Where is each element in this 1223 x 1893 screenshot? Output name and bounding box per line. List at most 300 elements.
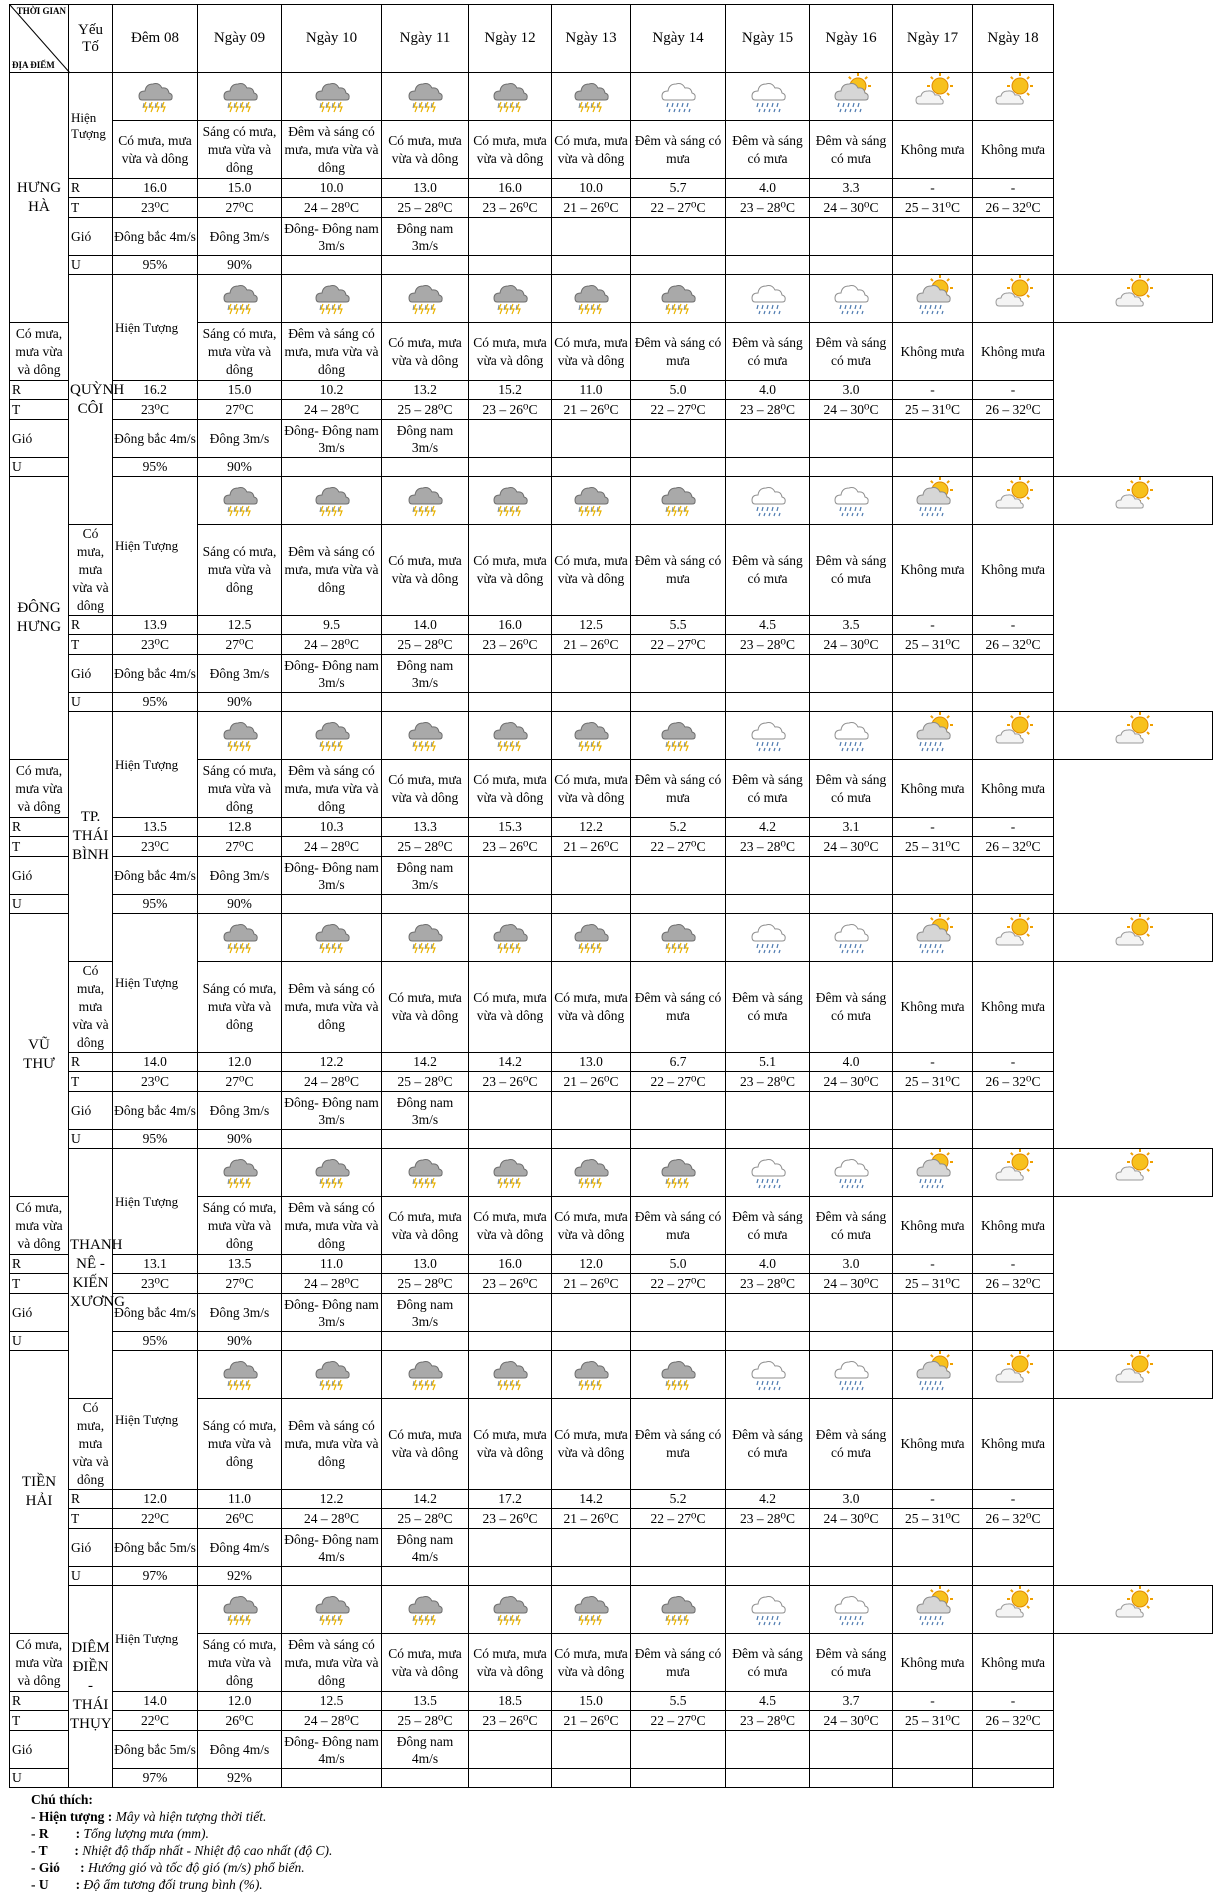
rain-cell: 10.0	[282, 179, 382, 198]
rain-cell: 15.0	[552, 1692, 631, 1711]
thunderstorm-icon	[382, 1586, 469, 1634]
location-name: ĐÔNG HƯNG	[10, 477, 69, 760]
phenomena-cell: Đêm và sáng có mưa, mưa vừa và dông	[282, 760, 382, 818]
row-u	[10, 458, 1213, 477]
humidity-cell	[631, 1769, 726, 1788]
temperature-cell: 24 – 30⁰C	[810, 400, 893, 420]
rain-cell: -	[893, 381, 973, 400]
icon-row	[10, 1586, 1213, 1634]
row-r	[10, 818, 1213, 837]
thunderstorm-icon	[382, 275, 469, 323]
rain-cell: -	[893, 1053, 973, 1072]
wind-cell: Đông bắc 4m/s	[113, 218, 198, 256]
temperature-cell: 23 – 28⁰C	[726, 198, 810, 218]
phenomena-cell: Sáng có mưa, mưa vừa và dông	[198, 760, 282, 818]
wind-cell: Đông bắc 4m/s	[113, 1294, 198, 1332]
phenomena-cell: Không mưa	[893, 121, 973, 179]
row-r	[10, 381, 1213, 400]
phenomena-cell: Đêm và sáng có mưa	[631, 525, 726, 616]
row-u	[10, 693, 1213, 712]
phenomena-cell: Đêm và sáng có mưa	[726, 323, 810, 381]
row-label-u: U	[10, 458, 69, 477]
wind-cell: Đông bắc 4m/s	[113, 420, 198, 458]
temperature-cell: 26 – 32⁰C	[973, 635, 1054, 655]
temperature-cell: 23 – 26⁰C	[469, 198, 552, 218]
humidity-cell	[469, 895, 552, 914]
wind-cell	[469, 857, 552, 895]
phenomena-cell: Đêm và sáng có mưa	[810, 121, 893, 179]
phenomena-cell: Không mưa	[893, 1399, 973, 1490]
wind-cell	[552, 1731, 631, 1769]
temperature-cell: 25 – 31⁰C	[893, 1509, 973, 1529]
rain-cell: 12.5	[198, 616, 282, 635]
row-r	[10, 616, 1213, 635]
rain-cell: -	[893, 1255, 973, 1274]
humidity-cell: 90%	[198, 458, 282, 477]
row-label-hien-tuong: Hiện Tượng	[113, 914, 198, 1053]
wind-cell: Đông- Đông nam 3m/s	[282, 1092, 382, 1130]
rain-cell: 12.0	[198, 1692, 282, 1711]
rain-cell: 4.2	[726, 818, 810, 837]
location-name: THANH NÊ - KIẾN XƯƠNG	[69, 1149, 113, 1399]
row-label-hien-tuong: Hiện Tượng	[113, 1586, 198, 1692]
thunderstorm-icon	[469, 275, 552, 323]
row-r	[10, 1490, 1213, 1509]
phenomena-cell: Không mưa	[893, 1634, 973, 1692]
temperature-cell: 26 – 32⁰C	[973, 1711, 1054, 1731]
rain-cell: 3.5	[810, 616, 893, 635]
humidity-cell	[893, 895, 973, 914]
phenomena-cell: Đêm và sáng có mưa	[631, 1197, 726, 1255]
temperature-cell: 24 – 30⁰C	[810, 1072, 893, 1092]
note-item	[31, 1859, 1213, 1876]
rain-cell: 16.0	[469, 1255, 552, 1274]
temperature-cell: 21 – 26⁰C	[552, 1509, 631, 1529]
rain-cell: -	[893, 179, 973, 198]
phenomena-cell: Không mưa	[973, 760, 1054, 818]
temperature-cell: 21 – 26⁰C	[552, 837, 631, 857]
thunderstorm-icon	[469, 1149, 552, 1197]
phenomena-cell: Không mưa	[973, 323, 1054, 381]
temperature-cell: 27⁰C	[198, 635, 282, 655]
row-t	[10, 1509, 1213, 1529]
wind-cell	[893, 1731, 973, 1769]
row-label-hien-tuong: Hiện Tượng	[113, 712, 198, 818]
column-header: Ngày 11	[382, 5, 469, 73]
row-label-hien-tuong: Hiện Tượng	[113, 1149, 198, 1255]
rain-cloud-icon	[810, 914, 893, 962]
phenomena-cell: Đêm và sáng có mưa, mưa vừa và dông	[282, 121, 382, 179]
temperature-cell: 25 – 28⁰C	[382, 837, 469, 857]
temperature-cell: 27⁰C	[198, 1072, 282, 1092]
rain-cell: 4.0	[726, 381, 810, 400]
thunderstorm-icon	[469, 477, 552, 525]
rain-cell: 14.2	[552, 1490, 631, 1509]
temperature-cell: 21 – 26⁰C	[552, 635, 631, 655]
thunderstorm-icon	[282, 1586, 382, 1634]
temperature-cell: 24 – 28⁰C	[282, 198, 382, 218]
rain-cell: 12.0	[198, 1053, 282, 1072]
phenomena-cell: Có mưa, mưa vừa và dông	[10, 1197, 69, 1255]
rain-cell: 18.5	[469, 1692, 552, 1711]
row-t	[10, 1274, 1213, 1294]
rain-cell: 13.9	[113, 616, 198, 635]
row-t	[10, 1072, 1213, 1092]
notes-title: Chú thích:	[31, 1792, 93, 1807]
temperature-cell: 23⁰C	[113, 635, 198, 655]
row-label-r: R	[69, 616, 113, 635]
temperature-cell: 25 – 31⁰C	[893, 198, 973, 218]
rain-cloud-icon	[810, 1586, 893, 1634]
sun-rain-cloud-icon	[893, 477, 973, 525]
humidity-cell	[810, 1332, 893, 1351]
rain-cell: -	[973, 1053, 1054, 1072]
temperature-cell: 24 – 30⁰C	[810, 1711, 893, 1731]
rain-cell: -	[893, 818, 973, 837]
phenomena-cell: Có mưa, mưa vừa và dông	[552, 1634, 631, 1692]
row-gio	[10, 420, 1213, 458]
row-label-gio: Gió	[10, 1731, 69, 1769]
wind-cell	[726, 218, 810, 256]
row-u	[10, 1332, 1213, 1351]
temperature-cell: 23 – 28⁰C	[726, 1072, 810, 1092]
temperature-cell: 23 – 28⁰C	[726, 1274, 810, 1294]
humidity-cell	[726, 1130, 810, 1149]
humidity-cell	[382, 1130, 469, 1149]
thunderstorm-icon	[631, 914, 726, 962]
wind-cell	[893, 1092, 973, 1130]
wind-cell	[631, 655, 726, 693]
rain-cloud-icon	[810, 1351, 893, 1399]
temperature-cell: 25 – 31⁰C	[893, 635, 973, 655]
sun-cloud-icon	[1054, 712, 1213, 760]
rain-cloud-icon	[810, 712, 893, 760]
humidity-cell	[726, 1567, 810, 1586]
humidity-cell	[893, 693, 973, 712]
sun-cloud-icon	[973, 1351, 1054, 1399]
phenomena-cell: Có mưa, mưa vừa và dông	[469, 121, 552, 179]
temperature-cell: 23 – 28⁰C	[726, 837, 810, 857]
temperature-cell: 24 – 28⁰C	[282, 1711, 382, 1731]
thunderstorm-icon	[631, 1149, 726, 1197]
rain-cell: 15.0	[198, 381, 282, 400]
phenomena-cell: Đêm và sáng có mưa, mưa vừa và dông	[282, 1197, 382, 1255]
rain-cloud-icon	[726, 712, 810, 760]
note-key: - Gió :	[31, 1860, 85, 1875]
icon-row	[10, 1149, 1213, 1197]
wind-cell	[810, 218, 893, 256]
humidity-cell	[973, 693, 1054, 712]
wind-cell	[552, 1092, 631, 1130]
humidity-cell	[469, 1130, 552, 1149]
thunderstorm-icon	[198, 477, 282, 525]
icon-row	[10, 1351, 1213, 1399]
phenomena-cell: Có mưa, mưa vừa và dông	[382, 525, 469, 616]
temperature-cell: 24 – 30⁰C	[810, 1509, 893, 1529]
temperature-cell: 22 – 27⁰C	[631, 1072, 726, 1092]
temperature-cell: 22 – 27⁰C	[631, 1509, 726, 1529]
row-label-gio: Gió	[69, 218, 113, 256]
thunderstorm-icon	[198, 275, 282, 323]
temperature-cell: 23 – 28⁰C	[726, 635, 810, 655]
row-label-r: R	[10, 1692, 69, 1711]
phenomena-cell: Đêm và sáng có mưa	[810, 1399, 893, 1490]
rain-cell: 10.0	[552, 179, 631, 198]
wind-cell	[893, 857, 973, 895]
humidity-cell	[552, 1567, 631, 1586]
sun-rain-cloud-icon	[893, 712, 973, 760]
phenomena-cell: Có mưa, mưa vừa và dông	[552, 1399, 631, 1490]
row-label-t: T	[10, 1274, 69, 1294]
column-header: Ngày 16	[810, 5, 893, 73]
thunderstorm-icon	[198, 1149, 282, 1197]
wind-cell	[631, 1731, 726, 1769]
wind-cell	[631, 1294, 726, 1332]
thunderstorm-icon	[469, 914, 552, 962]
humidity-cell	[810, 1769, 893, 1788]
note-key: - Hiện tượng :	[31, 1809, 113, 1824]
rain-cell: 15.3	[469, 818, 552, 837]
thunderstorm-icon	[469, 73, 552, 121]
rain-cell: 15.2	[469, 381, 552, 400]
humidity-cell	[382, 256, 469, 275]
wind-cell: Đông nam 4m/s	[382, 1731, 469, 1769]
row-label-hien-tuong: Hiện Tượng	[113, 477, 198, 616]
rain-cell: 5.5	[631, 1692, 726, 1711]
note-item	[31, 1825, 1213, 1842]
header-row	[10, 5, 1213, 73]
phenomena-cell: Đêm và sáng có mưa	[631, 1634, 726, 1692]
rain-cell: 10.3	[282, 818, 382, 837]
rain-cell: 3.0	[810, 1490, 893, 1509]
rain-cell: -	[893, 1692, 973, 1711]
rain-cell: 14.2	[382, 1490, 469, 1509]
thunderstorm-icon	[198, 1351, 282, 1399]
phenomena-cell: Có mưa, mưa vừa và dông	[382, 1197, 469, 1255]
wind-cell: Đông- Đông nam 3m/s	[282, 1294, 382, 1332]
note-desc: Hướng gió và tốc độ gió (m/s) phổ biến.	[88, 1860, 305, 1875]
icon-row	[10, 477, 1213, 525]
wind-cell	[973, 1529, 1054, 1567]
thunderstorm-icon	[382, 1351, 469, 1399]
thunderstorm-icon	[552, 1351, 631, 1399]
temperature-cell: 21 – 26⁰C	[552, 1072, 631, 1092]
temperature-cell: 22 – 27⁰C	[631, 1274, 726, 1294]
forecast-document	[9, 4, 1213, 1893]
humidity-cell	[726, 693, 810, 712]
thunderstorm-icon	[552, 73, 631, 121]
wind-cell	[973, 1731, 1054, 1769]
humidity-cell	[893, 1332, 973, 1351]
phenomena-cell: Sáng có mưa, mưa vừa và dông	[198, 962, 282, 1053]
temperature-cell: 23 – 28⁰C	[726, 1711, 810, 1731]
temperature-cell: 21 – 26⁰C	[552, 198, 631, 218]
phenomena-cell: Có mưa, mưa vừa và dông	[552, 323, 631, 381]
row-label-gio: Gió	[10, 1294, 69, 1332]
wind-cell: Đông nam 3m/s	[382, 857, 469, 895]
phenomena-cell: Có mưa, mưa vừa và dông	[552, 760, 631, 818]
row-t	[10, 400, 1213, 420]
row-t	[10, 1711, 1213, 1731]
rain-cloud-icon	[810, 1149, 893, 1197]
row-gio	[10, 1731, 1213, 1769]
row-label-u: U	[69, 693, 113, 712]
phenomena-cell: Có mưa, mưa vừa và dông	[552, 525, 631, 616]
phenomena-cell: Đêm và sáng có mưa	[810, 525, 893, 616]
wind-cell: Đông 3m/s	[198, 1294, 282, 1332]
phenomena-cell: Đêm và sáng có mưa	[810, 1634, 893, 1692]
temperature-cell: 24 – 30⁰C	[810, 198, 893, 218]
rain-cell: 11.0	[282, 1255, 382, 1274]
rain-cell: 12.2	[282, 1490, 382, 1509]
temperature-cell: 24 – 30⁰C	[810, 1274, 893, 1294]
temperature-cell: 23 – 26⁰C	[469, 1274, 552, 1294]
humidity-cell	[893, 1769, 973, 1788]
rain-cell: 12.5	[282, 1692, 382, 1711]
humidity-cell	[552, 1769, 631, 1788]
wind-cell: Đông- Đông nam 4m/s	[282, 1731, 382, 1769]
row-gio	[10, 218, 1213, 256]
phenomena-cell: Không mưa	[893, 323, 973, 381]
humidity-cell	[631, 1567, 726, 1586]
humidity-cell	[552, 256, 631, 275]
location-name: VŨ THƯ	[10, 914, 69, 1197]
phenomena-cell: Không mưa	[973, 525, 1054, 616]
thunderstorm-icon	[282, 477, 382, 525]
wind-cell	[893, 218, 973, 256]
humidity-cell	[810, 256, 893, 275]
phenomena-cell: Có mưa, mưa vừa và dông	[552, 962, 631, 1053]
temperature-cell: 23 – 28⁰C	[726, 1509, 810, 1529]
humidity-cell: 90%	[198, 1130, 282, 1149]
phenomena-row	[10, 121, 1213, 179]
thunderstorm-icon	[382, 914, 469, 962]
row-label-hien-tuong: Hiện Tượng	[113, 1351, 198, 1490]
rain-cell: 4.2	[726, 1490, 810, 1509]
temperature-cell: 23 – 26⁰C	[469, 400, 552, 420]
phenomena-cell: Có mưa, mưa vừa và dông	[10, 760, 69, 818]
rain-cell: 13.0	[382, 179, 469, 198]
row-label-t: T	[69, 635, 113, 655]
wind-cell	[469, 1731, 552, 1769]
row-u	[10, 1567, 1213, 1586]
temperature-cell: 23⁰C	[113, 1072, 198, 1092]
wind-cell	[469, 655, 552, 693]
wind-cell	[552, 1529, 631, 1567]
note-key: - R :	[31, 1826, 81, 1841]
rain-cell: 10.2	[282, 381, 382, 400]
icon-row	[10, 914, 1213, 962]
phenomena-cell: Có mưa, mưa vừa và dông	[469, 962, 552, 1053]
wind-cell: Đông bắc 5m/s	[113, 1731, 198, 1769]
humidity-cell	[973, 1567, 1054, 1586]
phenomena-cell: Đêm và sáng có mưa	[726, 1197, 810, 1255]
rain-cell: 12.2	[282, 1053, 382, 1072]
thunderstorm-icon	[198, 1586, 282, 1634]
location-name: DIÊM ĐIỀN - THÁI THỤY	[69, 1586, 113, 1788]
phenomena-cell: Đêm và sáng có mưa	[631, 760, 726, 818]
humidity-cell	[282, 1332, 382, 1351]
row-t	[10, 198, 1213, 218]
rain-cell: 13.2	[382, 381, 469, 400]
wind-cell: Đông nam 3m/s	[382, 218, 469, 256]
thunderstorm-icon	[631, 275, 726, 323]
rain-cell: -	[973, 1490, 1054, 1509]
temperature-cell: 23 – 26⁰C	[469, 1711, 552, 1731]
rain-cell: 13.5	[382, 1692, 469, 1711]
phenomena-cell: Không mưa	[973, 1197, 1054, 1255]
phenomena-cell: Không mưa	[893, 1197, 973, 1255]
column-header: Đêm 08	[113, 5, 198, 73]
sun-cloud-icon	[1054, 275, 1213, 323]
phenomena-cell: Không mưa	[973, 962, 1054, 1053]
row-gio	[10, 1529, 1213, 1567]
humidity-cell	[973, 458, 1054, 477]
rain-cell: 4.0	[726, 179, 810, 198]
rain-cloud-icon	[726, 275, 810, 323]
rain-cell: 14.0	[113, 1053, 198, 1072]
wind-cell	[726, 857, 810, 895]
humidity-cell: 92%	[198, 1567, 282, 1586]
wind-cell: Đông nam 3m/s	[382, 420, 469, 458]
wind-cell	[893, 655, 973, 693]
location-name: QUỲNH CÔI	[69, 275, 113, 525]
temperature-cell: 23 – 26⁰C	[469, 1509, 552, 1529]
wind-cell: Đông- Đông nam 3m/s	[282, 420, 382, 458]
rain-cloud-icon	[810, 275, 893, 323]
rain-cloud-icon	[726, 1586, 810, 1634]
wind-cell	[973, 218, 1054, 256]
wind-cell	[469, 1529, 552, 1567]
row-t	[10, 635, 1213, 655]
phenomena-cell: Đêm và sáng có mưa	[726, 760, 810, 818]
temperature-cell: 25 – 31⁰C	[893, 1711, 973, 1731]
humidity-cell	[282, 895, 382, 914]
temperature-cell: 22 – 27⁰C	[631, 635, 726, 655]
rain-cell: 14.2	[469, 1053, 552, 1072]
thunderstorm-icon	[552, 1586, 631, 1634]
phenomena-cell: Sáng có mưa, mưa vừa và dông	[198, 1634, 282, 1692]
rain-cell: 14.0	[113, 1692, 198, 1711]
rain-cell: 16.0	[469, 616, 552, 635]
row-u	[10, 895, 1213, 914]
rain-cell: 15.0	[198, 179, 282, 198]
row-label-u: U	[10, 895, 69, 914]
humidity-cell	[631, 1332, 726, 1351]
thunderstorm-icon	[282, 1149, 382, 1197]
wind-cell	[469, 1294, 552, 1332]
wind-cell	[810, 1731, 893, 1769]
humidity-cell	[973, 256, 1054, 275]
wind-cell	[469, 218, 552, 256]
rain-cell: 12.2	[552, 818, 631, 837]
phenomena-cell: Đêm và sáng có mưa	[631, 121, 726, 179]
wind-cell	[552, 655, 631, 693]
row-label-u: U	[69, 1130, 113, 1149]
row-label-gio: Gió	[10, 857, 69, 895]
humidity-cell: 90%	[198, 895, 282, 914]
row-label-r: R	[69, 179, 113, 198]
sun-cloud-icon	[1054, 914, 1213, 962]
note-key: - U :	[31, 1877, 81, 1892]
column-header: Ngày 12	[469, 5, 552, 73]
humidity-cell	[469, 1769, 552, 1788]
thunderstorm-icon	[198, 914, 282, 962]
location-name: HƯNG HÀ	[10, 73, 69, 323]
rain-cell: 14.0	[382, 616, 469, 635]
wind-cell: Đông nam 4m/s	[382, 1529, 469, 1567]
phenomena-cell: Có mưa, mưa vừa và dông	[469, 760, 552, 818]
